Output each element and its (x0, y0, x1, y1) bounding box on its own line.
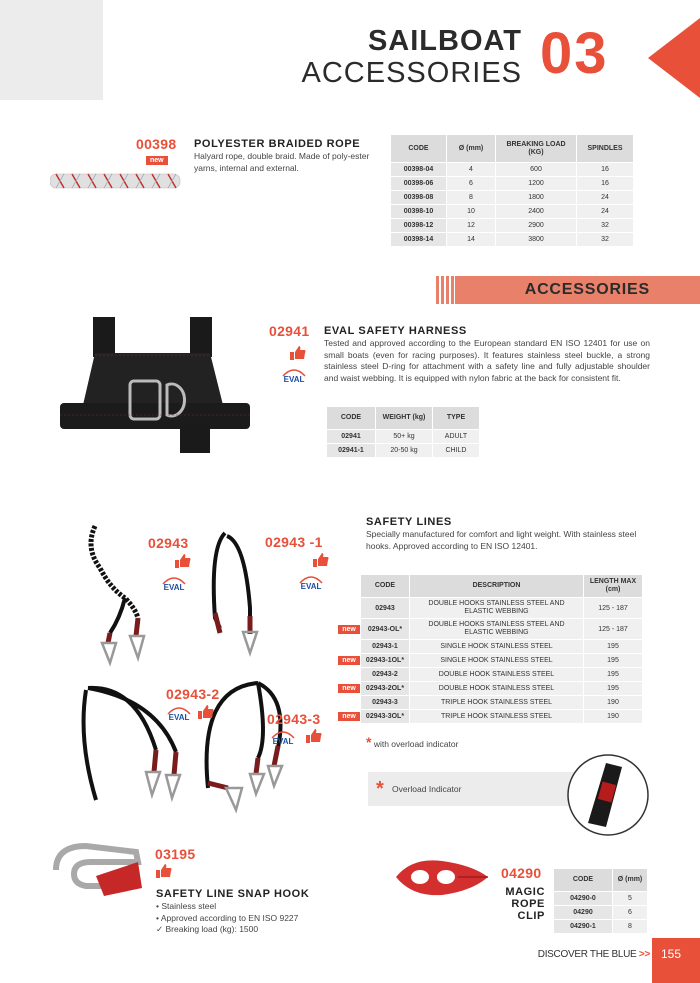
cell: 195 (584, 654, 642, 667)
svg-text:EVAL: EVAL (168, 713, 190, 722)
table-row (391, 205, 633, 218)
table-row (554, 906, 647, 919)
table-row (554, 920, 647, 933)
cell: DOUBLE HOOK STAINLESS STEEL (410, 668, 583, 681)
footer-tagline (500, 949, 650, 960)
table-row (391, 191, 633, 204)
new-badge (345, 646, 353, 648)
cell: 00398-04 (391, 163, 446, 176)
rope-title: POLYESTER BRAIDED ROPE (194, 138, 361, 150)
section-stripes (436, 276, 454, 304)
cell: 10 (447, 205, 495, 218)
bullet-item: • Approved according to EN ISO 9227 (156, 912, 299, 923)
cell: 04290-1 (554, 920, 612, 933)
col-code: CODE (327, 407, 375, 429)
cell: ADULT (433, 430, 479, 443)
safety-lines-description: Specially manufactured for comfort and light weight. With stainless steel hooks. Approved according to EN ISO 12401. (366, 529, 637, 551)
eval-logo-icon (270, 728, 296, 746)
table-row (554, 892, 647, 905)
svg-text:EVAL: EVAL (163, 583, 185, 592)
new-badge: new (338, 684, 360, 693)
rope-description: Halyard rope, double braid. Made of poly-ester yarns, internal and external. (194, 151, 370, 173)
cell: 195 (584, 668, 642, 681)
safety-lines-table (337, 574, 643, 724)
safety-lines-title: SAFETY LINES (366, 516, 452, 528)
new-badge: new (338, 656, 360, 665)
col-weight: WEIGHT (kg) (376, 407, 432, 429)
tagline-text: DISCOVER THE BLUE (537, 949, 637, 960)
cell: 190 (584, 710, 642, 723)
cell: 16 (577, 177, 633, 190)
new-badge: new (146, 156, 168, 165)
title-line: MAGIC (505, 886, 545, 898)
new-cell (338, 668, 360, 681)
cell: 6 (613, 906, 647, 919)
cell: 1800 (496, 191, 576, 204)
cell: 02943-1OL* (361, 654, 409, 667)
new-cell (338, 654, 360, 667)
svg-text:EVAL: EVAL (300, 582, 322, 591)
cell: 32 (577, 233, 633, 246)
cell: 00398-06 (391, 177, 446, 190)
cell: 5 (613, 892, 647, 905)
check-icon: ✓ (156, 924, 164, 934)
new-badge (345, 608, 353, 610)
snap-hook-bullets (156, 901, 298, 936)
new-cell (338, 598, 360, 618)
cell: 14 (447, 233, 495, 246)
cell: 2400 (496, 205, 576, 218)
table-header-row (338, 575, 642, 597)
cell: 195 (584, 640, 642, 653)
col-breaking-load: BREAKING LOAD (KG) (496, 135, 576, 162)
cell: 02941 (327, 430, 375, 443)
table-row (338, 668, 642, 681)
table-row (391, 219, 633, 232)
note-text: with overload indicator (373, 739, 459, 749)
new-cell (338, 640, 360, 653)
cell: 24 (577, 191, 633, 204)
safety-line-label-2: 02943 -1 (265, 534, 323, 550)
table-row (338, 619, 642, 639)
note-star: * (366, 734, 372, 750)
new-badge: new (338, 625, 360, 634)
cell: DOUBLE HOOKS STAINLESS STEEL AND ELASTIC WEBBING (410, 598, 583, 618)
cell: SINGLE HOOK STAINLESS STEEL (410, 654, 583, 667)
table-row (391, 233, 633, 246)
cell: DOUBLE HOOKS STAINLESS STEEL AND ELASTIC WEBBING (410, 619, 583, 639)
cell: 4 (447, 163, 495, 176)
page-number: 155 (660, 947, 682, 961)
page-title (250, 25, 522, 89)
col-type: TYPE (433, 407, 479, 429)
cell: 190 (584, 696, 642, 709)
eval-logo-icon (281, 366, 307, 384)
rope-image (50, 170, 182, 192)
harness-image (55, 315, 255, 465)
cell: 02943-OL* (361, 619, 409, 639)
col-code: CODE (391, 135, 446, 162)
eval-logo-icon (298, 573, 324, 591)
cell: 02943 (361, 598, 409, 618)
rope-clip-code: 04290 (501, 865, 542, 881)
cell: 20-50 kg (376, 444, 432, 457)
new-cell (338, 696, 360, 709)
cell: 32 (577, 219, 633, 232)
bullet-text: Stainless steel (161, 901, 217, 911)
thumbs-up-icon (198, 705, 214, 719)
cell: 125 - 187 (584, 598, 642, 618)
col-diameter: Ø (mm) (447, 135, 495, 162)
rope-clip-table (553, 868, 648, 934)
bullet-item (156, 924, 298, 936)
safety-line-label-4: 02943-3 (267, 711, 321, 727)
col-spindles: SPINDLES (577, 135, 633, 162)
overload-label: Overload Indicator (392, 784, 462, 794)
section-title: ACCESSORIES (524, 281, 650, 298)
thumbs-up-icon (313, 553, 329, 567)
cell: 02941-1 (327, 444, 375, 457)
cell: TRIPLE HOOK STAINLESS STEEL (410, 710, 583, 723)
cell: 12 (447, 219, 495, 232)
cell: 6 (447, 177, 495, 190)
new-badge: new (338, 712, 360, 721)
cell: 00398-14 (391, 233, 446, 246)
cell: 24 (577, 205, 633, 218)
svg-text:EVAL: EVAL (272, 737, 294, 746)
table-row (338, 682, 642, 695)
tagline-arrows: >> (638, 949, 650, 960)
table-row (391, 177, 633, 190)
table-row (327, 430, 479, 443)
cell: 00398-08 (391, 191, 446, 204)
cell: 04290 (554, 906, 612, 919)
title-line: CLIP (517, 910, 545, 922)
table-header-row (327, 407, 479, 429)
cell: 3800 (496, 233, 576, 246)
overload-star: * (376, 778, 384, 800)
col-length: LENGTH MAX (cm) (584, 575, 642, 597)
new-cell (338, 619, 360, 639)
snap-hook-title: SAFETY LINE SNAP HOOK (156, 888, 310, 900)
table-row (327, 444, 479, 457)
rope-table (390, 134, 634, 247)
table-row (391, 163, 633, 176)
cell: 2900 (496, 219, 576, 232)
cell: 02943-2OL* (361, 682, 409, 695)
table-row (338, 710, 642, 723)
cell: SINGLE HOOK STAINLESS STEEL (410, 640, 583, 653)
cell: 00398-12 (391, 219, 446, 232)
cell: 16 (577, 163, 633, 176)
new-badge (345, 702, 353, 704)
bullet-text: Approved according to EN ISO 9227 (160, 912, 299, 923)
table-row (338, 696, 642, 709)
cell: 1200 (496, 177, 576, 190)
eval-logo-icon (161, 574, 187, 592)
col-description: DESCRIPTION (410, 575, 583, 597)
thumbs-up-icon (306, 729, 322, 743)
snap-hook-image (46, 840, 146, 900)
new-column-header (338, 575, 360, 597)
thumbs-up-icon (156, 864, 172, 878)
col-code: CODE (361, 575, 409, 597)
svg-text:EVAL: EVAL (283, 375, 305, 384)
cell: 02943-3 (361, 696, 409, 709)
thumbs-up-icon (290, 346, 306, 360)
table-header-row (391, 135, 633, 162)
cell: 8 (447, 191, 495, 204)
table-header-row (554, 869, 647, 891)
harness-title: EVAL SAFETY HARNESS (324, 325, 467, 337)
cell: 02943-1 (361, 640, 409, 653)
bullet-item: • Stainless steel (156, 901, 217, 911)
harness-code: 02941 (269, 323, 310, 339)
eval-logo-icon (166, 704, 192, 722)
cell: CHILD (433, 444, 479, 457)
title-line-2: ACCESSORIES (301, 57, 522, 89)
overload-indicator-image (566, 753, 650, 837)
cell: 02943-2 (361, 668, 409, 681)
cell: 02943-3OL* (361, 710, 409, 723)
title-line-1: SAILBOAT (367, 25, 522, 57)
rope-clip-title (494, 886, 545, 922)
title-line: ROPE (511, 898, 545, 910)
col-diameter: Ø (mm) (613, 869, 647, 891)
harness-description: Tested and approved according to the European standard EN ISO 12401 for use on small boats (even for racing purposes). It features stainless steel buckle, a strong stainless steel D-ring for attachment with a safety line and fully adjustable shoulder and waist webbing. It is equipped with nylon fabric at the back for consistent fit. (324, 338, 650, 383)
chapter-number: 03 (540, 21, 609, 86)
corner-block (0, 0, 103, 100)
harness-table (326, 406, 480, 458)
cell: 50+ kg (376, 430, 432, 443)
new-cell (338, 682, 360, 695)
snap-hook-code: 03195 (155, 846, 196, 862)
table-row (338, 640, 642, 653)
overload-note (366, 734, 458, 750)
cell: 04290-0 (554, 892, 612, 905)
thumbs-up-icon (175, 554, 191, 568)
table-row (338, 654, 642, 667)
safety-line-label-3: 02943-2 (166, 686, 220, 702)
col-code: CODE (554, 869, 612, 891)
cell: 8 (613, 920, 647, 933)
cell: TRIPLE HOOK STAINLESS STEEL (410, 696, 583, 709)
cell: 600 (496, 163, 576, 176)
table-row (338, 598, 642, 618)
new-badge (345, 674, 353, 676)
rope-clip-image (392, 855, 492, 901)
cell: DOUBLE HOOK STAINLESS STEEL (410, 682, 583, 695)
safety-line-label-1: 02943 (148, 535, 189, 551)
cell: 195 (584, 682, 642, 695)
cell: 125 - 187 (584, 619, 642, 639)
cell: 00398-10 (391, 205, 446, 218)
arrow-right-icon (648, 18, 700, 98)
rope-code: 00398 (136, 136, 177, 152)
bullet-text: Breaking load (kg): 1500 (165, 924, 259, 934)
new-cell (338, 710, 360, 723)
